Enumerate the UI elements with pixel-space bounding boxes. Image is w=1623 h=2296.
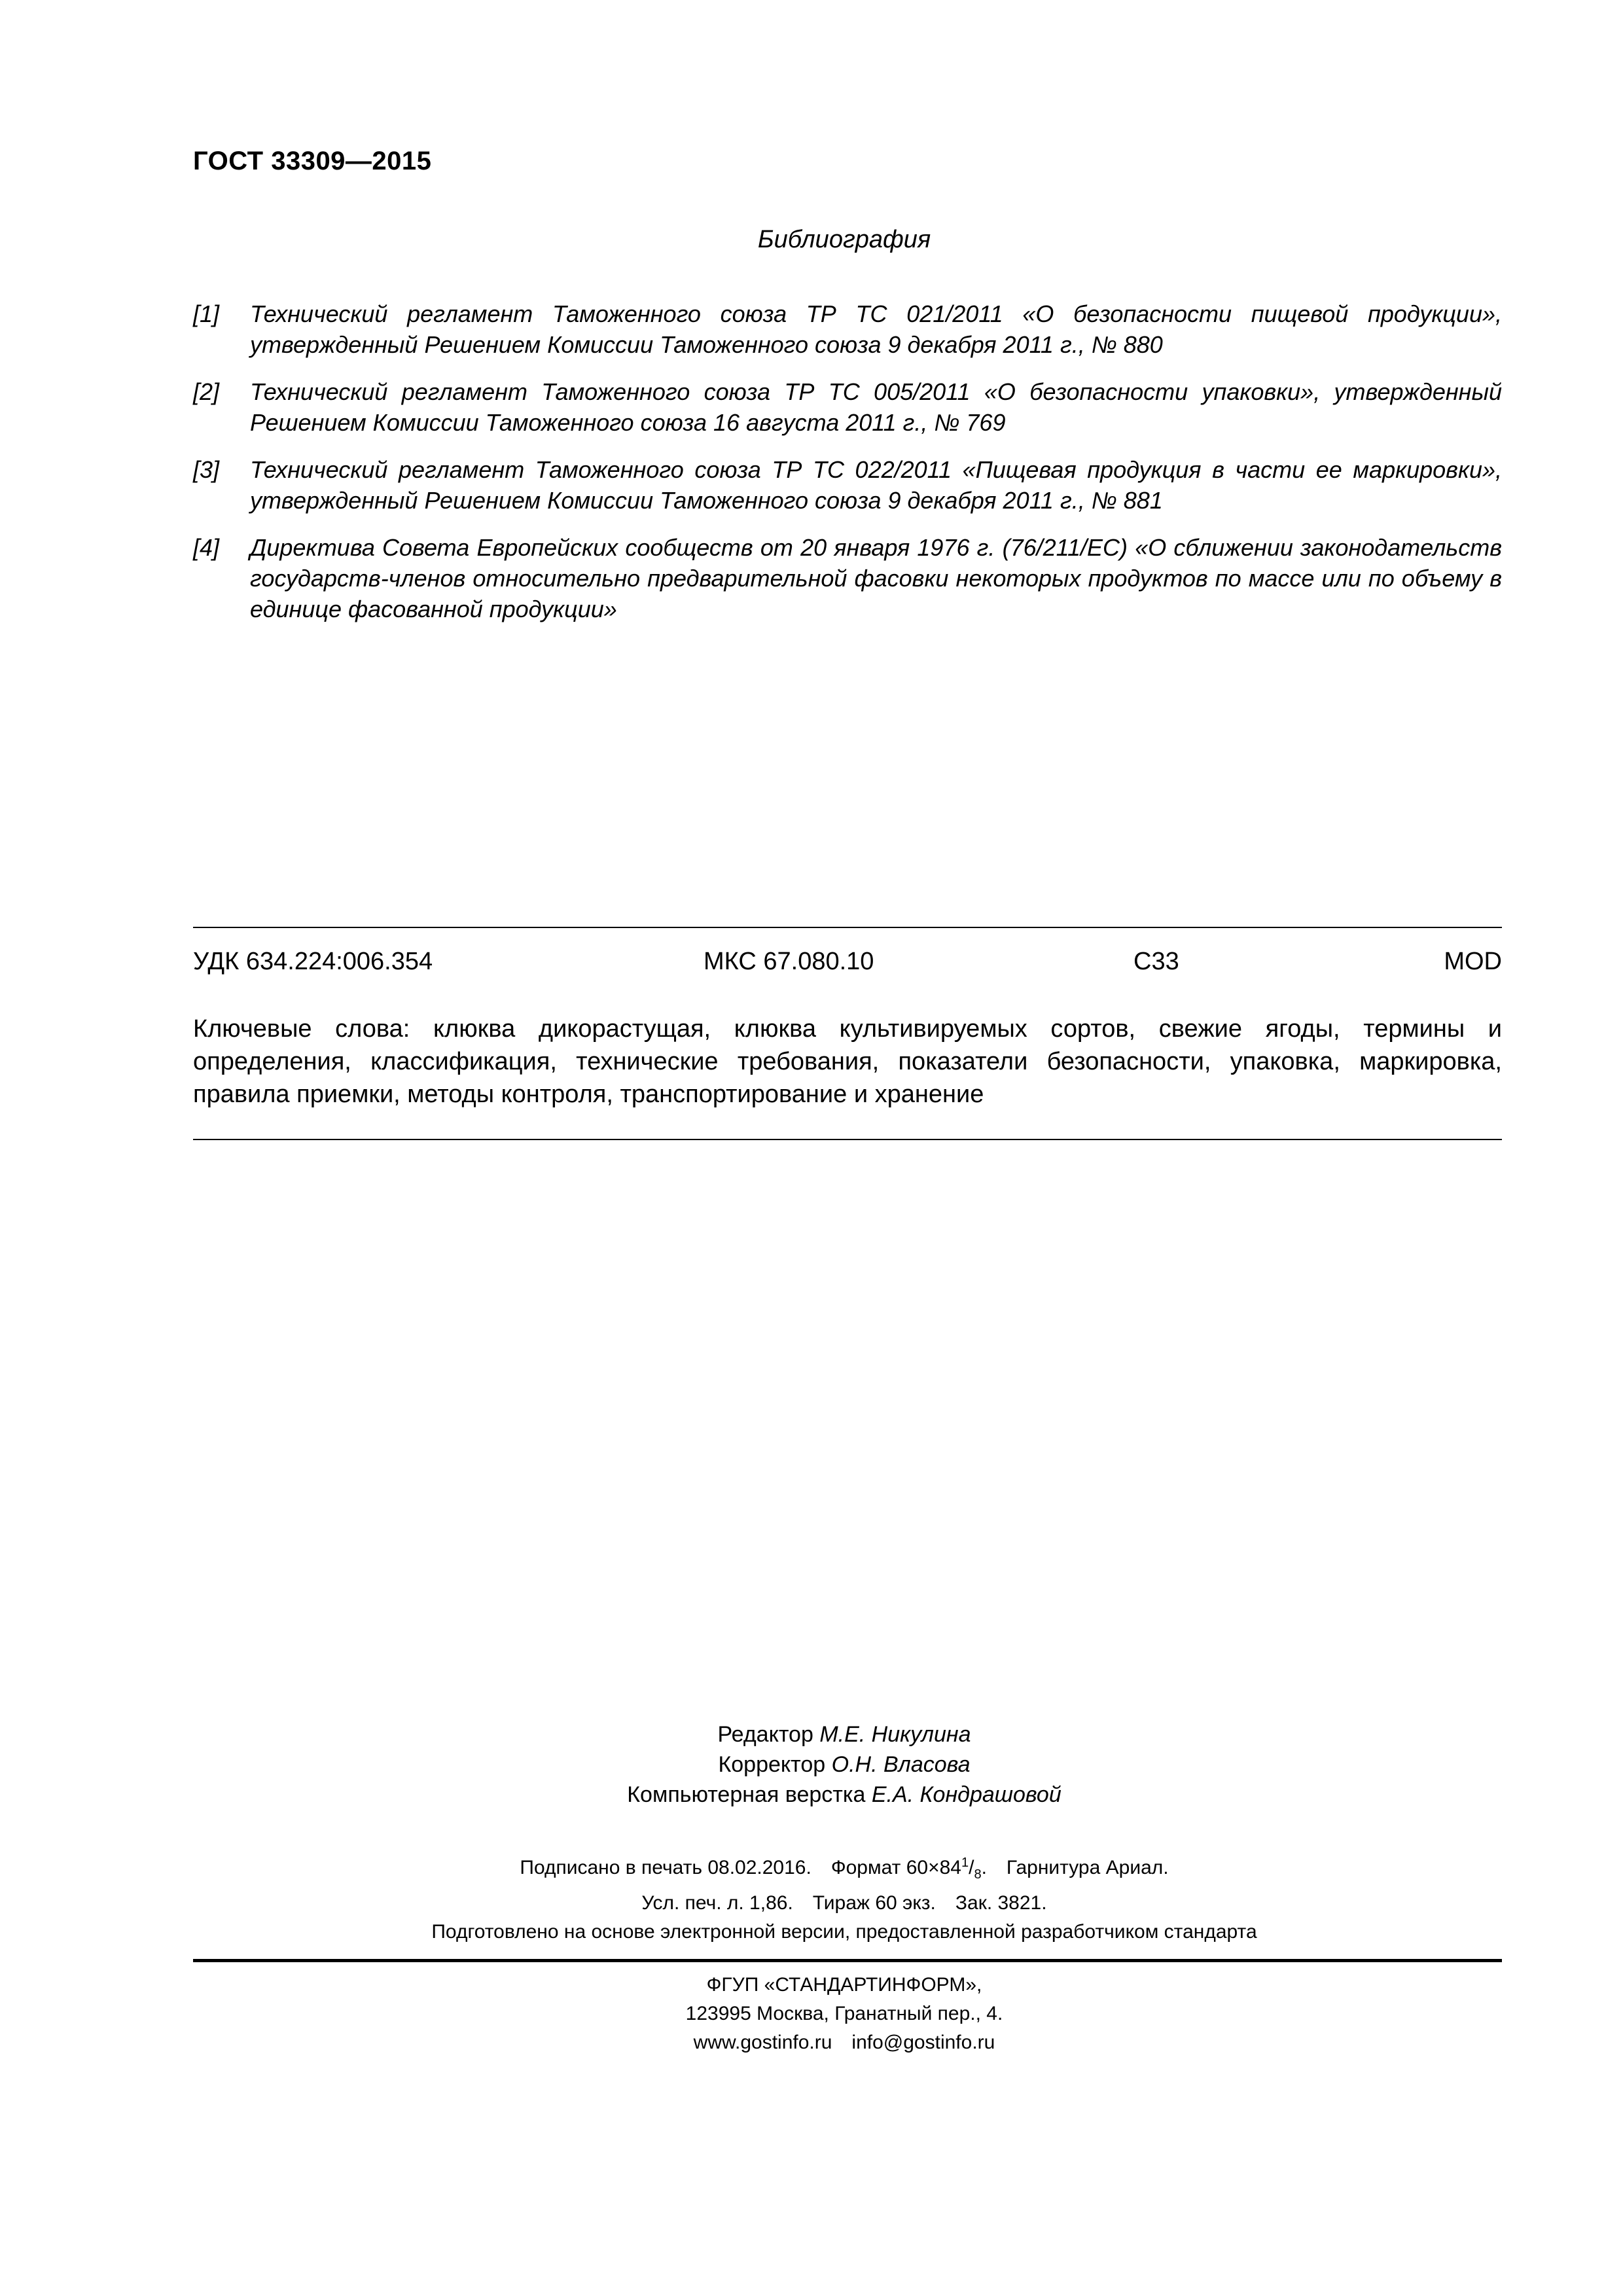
layout-name: Е.А. Кондрашовой bbox=[871, 1782, 1061, 1807]
bibliography-item bbox=[193, 532, 1502, 624]
print-info bbox=[0, 1848, 1623, 1918]
order-number: Зак. 3821. bbox=[955, 1892, 1047, 1914]
okstu-code: С33 bbox=[1133, 948, 1179, 975]
editor-line bbox=[0, 1719, 1623, 1749]
keywords-divider bbox=[193, 1139, 1502, 1140]
publisher bbox=[0, 1971, 1623, 2057]
bibliography-item-number: [4] bbox=[193, 534, 220, 561]
publisher-address: 123995 Москва, Гранатный пер., 4. bbox=[685, 2003, 1003, 2024]
editor-name: М.Е. Никулина bbox=[819, 1722, 971, 1747]
bibliography-item-text: Директива Совета Европейских сообществ от 20 января 1976 г. (76/211/ЕС) «О сближении законодательств государств-членов относительно предварительной фасовки некоторых продуктов по массе или по объему в единице фасованной продукции» bbox=[250, 534, 1502, 622]
signed-date: Подписано в печать 08.02.2016. bbox=[520, 1857, 812, 1878]
prepared-note: Подготовлено на основе электронной версии, предоставленной разработчиком стандарта bbox=[431, 1921, 1257, 1943]
layout-label: Компьютерная верстка bbox=[627, 1782, 866, 1807]
corrector-label: Корректор bbox=[718, 1752, 826, 1777]
publisher-name: ФГУП «СТАНДАРТИНФОРМ», bbox=[706, 1974, 982, 1996]
bibliography-item bbox=[193, 454, 1502, 516]
layout-line bbox=[0, 1780, 1623, 1810]
publisher-contacts bbox=[0, 2028, 1623, 2057]
bibliography-item-number: [3] bbox=[193, 456, 220, 483]
circulation: Тираж 60 экз. bbox=[812, 1892, 936, 1914]
print-info-line-2 bbox=[0, 1889, 1623, 1918]
bibliography-item-number: [1] bbox=[193, 300, 220, 327]
typeface: Гарнитура Ариал. bbox=[1006, 1857, 1169, 1878]
bibliography-list bbox=[193, 298, 1502, 641]
paper-format: Формат $60\times 84^1/_8$. bbox=[830, 1856, 987, 1882]
editor-label: Редактор bbox=[717, 1722, 813, 1747]
document-code: ГОСТ 33309—2015 bbox=[193, 147, 432, 175]
mks-code: МКС 67.080.10 bbox=[704, 948, 874, 975]
bibliography-item bbox=[193, 298, 1502, 360]
credits bbox=[0, 1719, 1623, 1810]
bibliography-item-text: Технический регламент Таможенного союза ТР ТС 022/2011 «Пищевая продукция в части ее маркировки», утвержденный Решением Комиссии Таможенного союза 9 декабря 2011 г., № 881 bbox=[250, 456, 1502, 514]
bibliography-title: Библиография bbox=[757, 226, 931, 253]
bottom-divider bbox=[193, 1959, 1502, 1962]
printed-sheets: Усл. печ. л. 1,86. bbox=[641, 1892, 793, 1914]
classification-row bbox=[193, 948, 1502, 980]
corrector-line bbox=[0, 1749, 1623, 1780]
publisher-website[interactable]: www.gostinfo.ru bbox=[693, 2032, 832, 2053]
keywords: Ключевые слова: клюква дикорастущая, клюква культивируемых сортов, свежие ягоды, термины и определения, классификация, технические требования, показатели безопасности, упаковка, маркировка, правила приемки, методы контроля, транспортирование и хранение bbox=[193, 1015, 1502, 1108]
publisher-email[interactable]: info@gostinfo.ru bbox=[851, 2032, 995, 2053]
top-divider bbox=[193, 927, 1502, 928]
print-info-line-1 bbox=[0, 1848, 1623, 1889]
bibliography-item-text: Технический регламент Таможенного союза ТР ТС 005/2011 «О безопасности упаковки», утвержденный Решением Комиссии Таможенного союза 16 августа 2011 г., № 769 bbox=[250, 378, 1502, 436]
bibliography-item-number: [2] bbox=[193, 378, 220, 405]
bibliography-item-text: Технический регламент Таможенного союза ТР ТС 021/2011 «О безопасности пищевой продукции», утвержденный Решением Комиссии Таможенного союза 9 декабря 2011 г., № 880 bbox=[250, 300, 1502, 358]
bibliography-item bbox=[193, 376, 1502, 438]
corrector-name: О.Н. Власова bbox=[831, 1752, 971, 1777]
udk-code: УДК 634.224:006.354 bbox=[193, 948, 433, 975]
mod-label: MOD bbox=[1444, 948, 1502, 975]
